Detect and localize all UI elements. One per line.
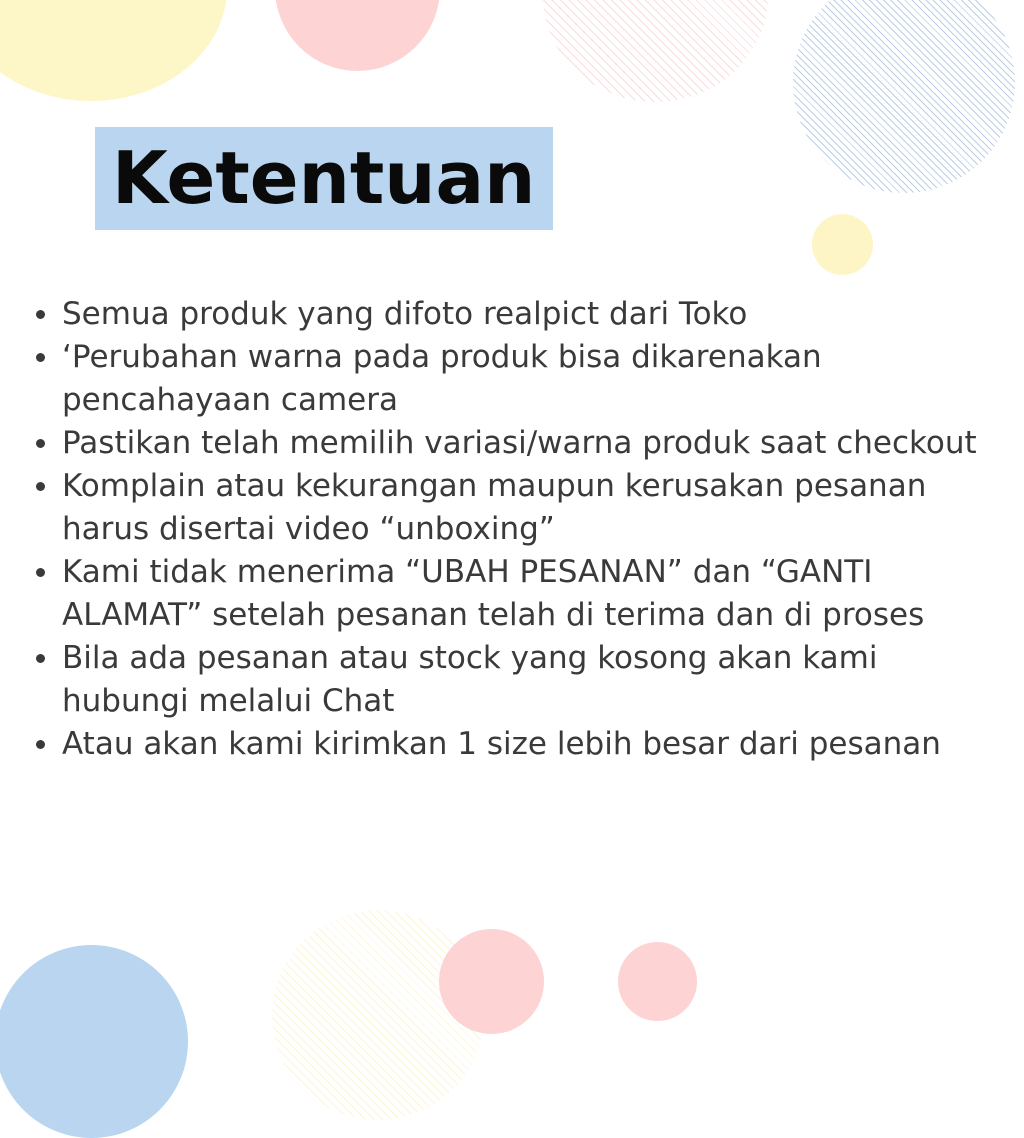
blue-striped-circle-top-right (793, 0, 1015, 193)
rule-text: Bila ada pesanan atau stock yang kosong akan kami hubungi melalui Chat (62, 640, 878, 719)
yellow-circle-top-left (0, 0, 227, 101)
bullet-icon (36, 654, 45, 663)
small-pink-circle-bottom (618, 942, 697, 1021)
small-yellow-circle (812, 214, 873, 275)
bullet-icon (36, 310, 45, 319)
list-item (30, 293, 980, 336)
list-item (30, 465, 980, 551)
rule-text: Kami tidak menerima “UBAH PESANAN” dan “GANTI ALAMAT” setelah pesanan telah di terima dan di proses (62, 554, 925, 633)
bullet-icon (36, 439, 45, 448)
pink-circle-top (275, 0, 440, 71)
list-item (30, 637, 980, 723)
rule-text: Komplain atau kekurangan maupun kerusakan pesanan harus disertai video “unboxing” (62, 468, 927, 547)
bullet-icon (36, 568, 45, 577)
pink-circle-bottom (439, 929, 544, 1034)
rule-text: Pastikan telah memilih variasi/warna produk saat checkout (62, 425, 977, 461)
list-item (30, 422, 980, 465)
list-item (30, 551, 980, 637)
list-item (30, 336, 980, 422)
blue-circle-bottom-left (0, 945, 188, 1138)
page-title: Ketentuan (112, 136, 536, 220)
rule-text: Semua produk yang difoto realpict dari Toko (62, 296, 748, 332)
rules-list (30, 293, 980, 766)
pink-striped-circle-top (543, 0, 768, 102)
bullet-icon (36, 482, 45, 491)
bullet-icon (36, 353, 45, 362)
bullet-icon (36, 740, 45, 749)
rule-text: ʻPerubahan warna pada produk bisa dikarenakan pencahayaan camera (62, 339, 822, 418)
list-item (30, 723, 980, 766)
rule-text: Atau akan kami kirimkan 1 size lebih besar dari pesanan (62, 726, 941, 762)
